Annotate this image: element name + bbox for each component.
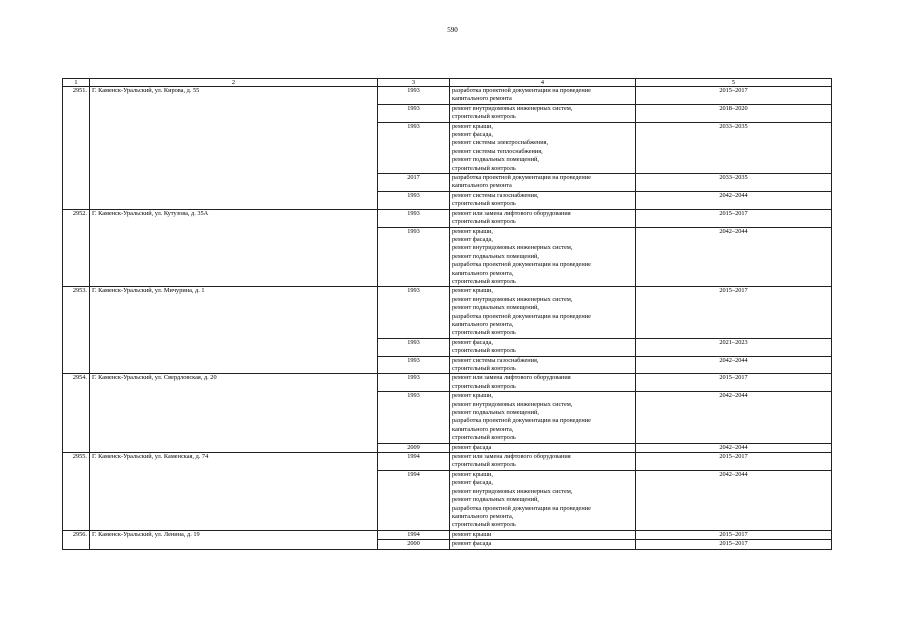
work-description-cell (450, 356, 636, 374)
work-description-text: ремонт фасада (452, 443, 492, 451)
work-description-cell (450, 122, 636, 173)
address-cell: Г. Каменск-Уральский, ул. Кирова, д. 55 (90, 87, 378, 210)
work-description-text: ремонт крыши, ремонт фасада, ремонт внутридомовых инженерных систем, ремонт подвальных помещений, разработка проектной документации на проведение капитального ремонта, строительный контроль (452, 227, 591, 285)
period-cell: 2042–2044 (636, 392, 832, 443)
address-cell: Г. Каменск-Уральский, ул. Ленина, д. 19 (90, 530, 378, 549)
row-number: 2952. (63, 209, 90, 287)
period-cell: 2033–2035 (636, 174, 832, 192)
work-description-text: ремонт крыши (452, 530, 492, 538)
year-cell: 1993 (378, 338, 450, 356)
period-cell: 2015–2017 (636, 540, 832, 549)
work-description-text: ремонт фасада, строительный контроль (452, 338, 516, 355)
work-description-cell (450, 453, 636, 471)
period-cell: 2021–2023 (636, 338, 832, 356)
work-description-text: разработка проектной документации на проведение капитального ремонта (452, 87, 591, 103)
column-header-1: 1 (63, 79, 90, 87)
period-cell: 2015–2017 (636, 209, 832, 227)
table-row (63, 530, 832, 539)
year-cell: 1993 (378, 227, 450, 287)
year-cell: 2000 (378, 540, 450, 549)
period-cell: 2018–2020 (636, 104, 832, 122)
work-description-cell (450, 87, 636, 105)
year-cell: 2009 (378, 443, 450, 452)
work-description-text: ремонт или замена лифтового оборудования строительный контроль (452, 374, 571, 390)
page-number: 590 (447, 26, 458, 34)
year-cell: 1993 (378, 209, 450, 227)
table-row (63, 209, 832, 227)
work-description-cell (450, 104, 636, 122)
work-description-cell (450, 227, 636, 287)
period-cell: 2015–2017 (636, 87, 832, 105)
column-header-row (63, 79, 832, 87)
work-description-cell (450, 287, 636, 338)
work-description-cell (450, 530, 636, 539)
work-description-cell (450, 374, 636, 392)
year-cell: 1993 (378, 87, 450, 105)
period-cell: 2015–2017 (636, 530, 832, 539)
period-cell: 2042–2044 (636, 191, 832, 209)
year-cell: 2017 (378, 174, 450, 192)
column-header-2: 2 (90, 79, 378, 87)
work-description-cell (450, 338, 636, 356)
work-description-text: ремонт крыши, ремонт фасада, ремонт системы электроснабжения, ремонт системы теплоснабжения, ремонт подвальных помещений, строительный контроль (452, 122, 549, 172)
work-description-text: ремонт внутридомовых инженерных систем, строительный контроль (452, 104, 573, 121)
address-cell: Г. Каменск-Уральский, ул. Кутузова, д. 35А (90, 209, 378, 287)
work-description-text: ремонт крыши, ремонт внутридомовых инженерных систем, ремонт подвальных помещений, разработка проектной документации на проведение капитального ремонта, строительный контроль (452, 392, 591, 442)
year-cell: 1993 (378, 392, 450, 443)
work-description-text: ремонт или замена лифтового оборудования строительный контроль (452, 209, 571, 226)
period-cell: 2042–2044 (636, 227, 832, 287)
table-row (63, 453, 832, 471)
work-description-text: ремонт крыши, ремонт внутридомовых инженерных систем, ремонт подвальных помещений, разработка проектной документации на проведение капитального ремонта, строительный контроль (452, 287, 591, 337)
year-cell: 1993 (378, 356, 450, 374)
year-cell: 1993 (378, 104, 450, 122)
work-description-text: ремонт системы газоснабжения, строительный контроль (452, 356, 539, 372)
column-header-5: 5 (636, 79, 832, 87)
address-cell: Г. Каменск-Уральский, ул. Свердловская, д. 20 (90, 374, 378, 453)
row-number: 2951. (63, 87, 90, 210)
period-cell: 2015–2017 (636, 287, 832, 338)
work-description-text: ремонт фасада (452, 540, 492, 548)
column-header-3: 3 (378, 79, 450, 87)
work-description-cell (450, 191, 636, 209)
table-row (63, 374, 832, 392)
period-cell: 2015–2017 (636, 453, 832, 471)
year-cell: 1994 (378, 470, 450, 530)
work-description-cell (450, 540, 636, 549)
row-number: 2955. (63, 453, 90, 531)
work-description-text: ремонт крыши, ремонт фасада, ремонт внутридомовых инженерных систем, ремонт подвальных помещений, разработка проектной документации на проведение капитального ремонта, строительный контроль (452, 470, 591, 529)
column-header-4: 4 (450, 79, 636, 87)
work-description-text: разработка проектной документации на проведение капитального ремонта (452, 174, 591, 190)
table-row (63, 287, 832, 338)
row-number: 2954. (63, 374, 90, 453)
period-cell: 2015–2017 (636, 374, 832, 392)
table-row (63, 87, 832, 105)
work-description-cell (450, 470, 636, 530)
period-cell: 2033–2035 (636, 122, 832, 173)
year-cell: 1993 (378, 287, 450, 338)
year-cell: 1993 (378, 122, 450, 173)
work-description-cell (450, 443, 636, 452)
period-cell: 2042–2044 (636, 443, 832, 452)
year-cell: 1994 (378, 453, 450, 471)
work-description-cell (450, 209, 636, 227)
row-number: 2953. (63, 287, 90, 374)
year-cell: 1993 (378, 374, 450, 392)
work-description-text: ремонт или замена лифтового оборудования строительный контроль (452, 453, 571, 469)
year-cell: 1993 (378, 191, 450, 209)
period-cell: 2042–2044 (636, 356, 832, 374)
work-description-cell (450, 174, 636, 192)
year-cell: 1994 (378, 530, 450, 539)
work-description-cell (450, 392, 636, 443)
capital-repair-table (62, 78, 832, 550)
work-description-text: ремонт системы газоснабжения, строительный контроль (452, 191, 539, 208)
row-number: 2956. (63, 530, 90, 549)
address-cell: Г. Каменск-Уральский, ул. Каменская, д. 74 (90, 453, 378, 531)
address-cell: Г. Каменск-Уральский, ул. Мичурина, д. 1 (90, 287, 378, 374)
period-cell: 2042–2044 (636, 470, 832, 530)
